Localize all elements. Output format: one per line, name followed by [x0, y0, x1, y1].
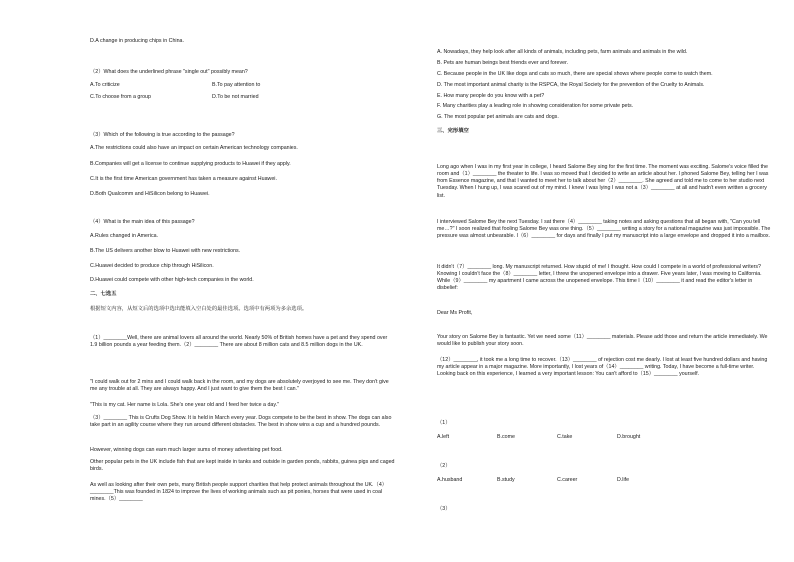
passage-paragraph: （1）________Well, there are animal lovers all around the world. Nearly 50% of British homes have a pet and they spend over 1.9 billion pounds a year feeding them.（2）________ There are about 8 million cats and 8.5 million dogs in the UK. — [90, 335, 388, 349]
section-instruction: 根据短文内容，从短文后的选项中选出能填入空白处的最佳选项。选项中有两项为多余选项。 — [90, 306, 308, 312]
cloze-q1-option-c: C.take — [557, 434, 573, 440]
q4-option-d: D.Huawei could compete with other high-tech companies in the world. — [90, 277, 254, 283]
cloze-q2-option-d: D.life — [617, 477, 630, 483]
q3-option-c: C.It is the first time American government has taken a measure against Huawei. — [90, 176, 277, 182]
q3-option-d: D.Both Qualcomm and HiSilicon belong to Huawei. — [90, 191, 210, 197]
passage-paragraph: （3）________ This is Crufts Dog Show. It is held in March every year. Dogs compete to be the best in show. The dogs can also take part in an agility course where they run around different obstacles. The best in show wins a cup and a hundred pounds. — [90, 415, 392, 429]
section-heading-cloze: 三、完形填空 — [437, 128, 469, 134]
section-heading-7-choose-5: 二、七选五 — [90, 291, 117, 297]
passage-paragraph: Other popular pets in the UK include fish that are kept inside in tanks and outside in garden ponds, rabbits, guinea pigs and caged birds. — [90, 459, 395, 473]
cloze-q2-number: （2） — [437, 463, 451, 469]
q4-option-c: C.Huawei decided to produce chip through HiSilicon. — [90, 263, 214, 269]
q4-question: （4）What is the main idea of this passage? — [90, 219, 195, 225]
option-e: E. How many people do you know with a pet? — [437, 93, 545, 99]
q2-option-c: C.To choose from a group — [90, 94, 151, 100]
cloze-paragraph: I interviewed Salome Bey the next Tuesday. I sat there（4）________ taking notes and asking questions that all began with, "Can you tell me…?" I soon realized that fooling Salome Bey was one thing.（5）________ writing a story for a national magazine was just impossible. The pressure was almost unbearable. I（6）________ for days and finally I put my manuscript into a large envelope and dropped it into a mailbox. — [437, 219, 771, 240]
cloze-paragraph: It didn't（7）________ long. My manuscript returned. How stupid of me! I thought. How could I compete in a world of professional writers? Knowing I couldn't face the（8）________ letter, I threw the unopened envelope into a drawer. Five years later, I was moving to California. While（9）________ my apartment I came across the unopened envelope. This time I（10）________ it and read the editor's letter in disbelief: — [437, 264, 762, 292]
q3-option-b: B.Companies will get a license to continue supplying products to Huawei if they apply. — [90, 161, 291, 167]
q4-option-a: A.Rules changed in America. — [90, 233, 159, 239]
option-g: G. The most popular pet animals are cats and dogs. — [437, 114, 559, 120]
option-a: A. Nowadays, they help look after all kinds of animals, including pets, farm animals and animals in the wild. — [437, 49, 688, 55]
cloze-q2-option-a: A.husband — [437, 477, 463, 483]
passage-paragraph: "I could walk out for 2 mins and I could walk back in the room, and my dogs are absolutely overjoyed to see me. They don't give me any trouble at all. They are always happy. And I just want to give them the best I can." — [90, 379, 389, 393]
cloze-q3-number: （3） — [437, 506, 451, 512]
cloze-q1-option-b: B.come — [497, 434, 515, 440]
q3-question: （3）Which of the following is true according to the passage? — [90, 132, 235, 138]
cloze-q1-number: （1） — [437, 420, 451, 426]
q2-question: （2）What does the underlined phrase "single out" possibly mean? — [90, 69, 248, 75]
cloze-q2-option-b: B.study — [497, 477, 515, 483]
cloze-paragraph: Long ago when I was in my first year in college, I heard Salome Bey sing for the first time. The moment was exciting. Salome's voice filled the room and（1）________ the theater to life. I was so moved that I decided to write an article about her. I phoned Salome Bey, telling her I was from Essence magazine, and that I wanted to meet her to talk about her（2）________. She agreed and told me to come to her studio next Tuesday. When I hung up, I was scared out of my mind. I knew I was lying I was not a（3）________ at all and hadn't even written a grocery list. — [437, 164, 769, 199]
q1-option-d: D.A change in producing chips in China. — [90, 38, 184, 44]
option-b: B. Pets are human beings best friends ever and forever. — [437, 60, 569, 66]
passage-paragraph: "This is my cat. Her name is Lola. She's one year old and I feed her twice a day." — [90, 402, 279, 408]
cloze-paragraph: （12）________, it took me a long time to recover.（13）________ of rejection cost me dearly. I lost at least five hundred dollars and having my article appear in a major magazine. More importantly, I lost years of（14）________ writing. Today, I have become a full-time writer. Looking back on this experience, I learned a very important lesson: You can't afford to（15）________ yourself. — [437, 357, 768, 378]
option-f: F. Many charities play a leading role in showing consideration for some private pets. — [437, 103, 634, 109]
q2-option-d: D.To be not married — [212, 94, 259, 100]
passage-paragraph: However, winning dogs can earn much larger sums of money advertising pet food. — [90, 447, 283, 453]
option-d: D. The most important animal charity is the RSPCA, the Royal Society for the prevention of the Cruelty to Animals. — [437, 82, 705, 88]
option-c: C. Because people in the UK like dogs and cats so much, there are special shows where people come to watch them. — [437, 71, 713, 77]
letter-body: Your story on Salome Bey is fantastic. Yet we need some（11）________ materials. Please add those and return the article immediately. We would like to publish your story soon. — [437, 334, 768, 348]
q2-option-b: B.To pay attention to — [212, 82, 261, 88]
cloze-q2-option-c: C.career — [557, 477, 578, 483]
q3-option-a: A.The restrictions could also have an impact on certain American technology companies. — [90, 145, 298, 151]
q2-option-a: A.To criticize — [90, 82, 120, 88]
passage-paragraph: As well as looking after their own pets, many British people support charities that help protect animals throughout the UK.（4）________This was founded in 1824 to improve the lives of working animals such as pit ponies, horses that were used in coal mines.（5）________ — [90, 482, 388, 503]
cloze-q1-option-d: D.brought — [617, 434, 641, 440]
cloze-q1-option-a: A.left — [437, 434, 450, 440]
q4-option-b: B.The US delivers another blow to Huawei with new restrictions. — [90, 248, 241, 254]
letter-salutation: Dear Ms Profit, — [437, 310, 473, 316]
